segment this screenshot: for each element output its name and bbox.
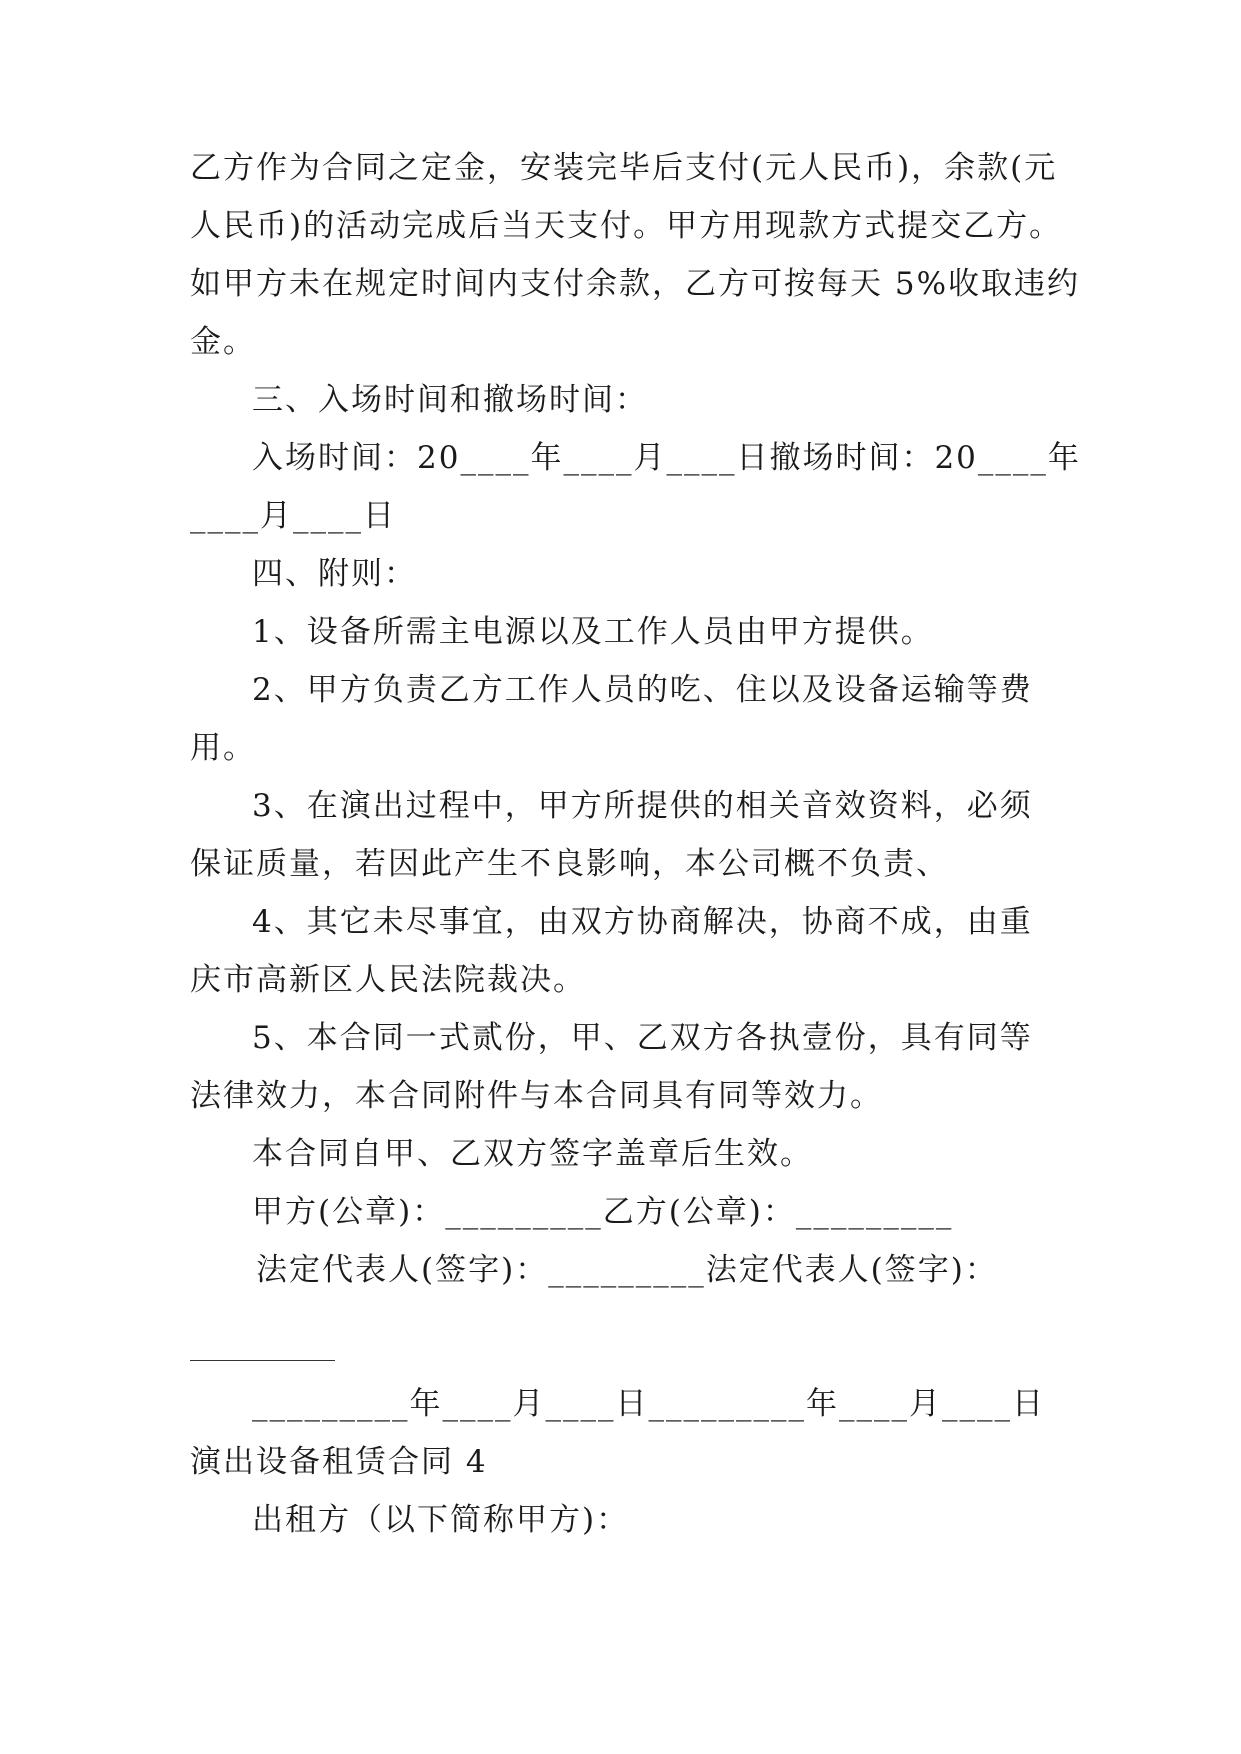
clause-line: 法律效力，本合同附件与本合同具有同等效力。 bbox=[190, 1078, 883, 1114]
contract-title: 演出设备租赁合同 4 bbox=[190, 1444, 488, 1480]
clause-line: 3、在演出过程中，甲方所提供的相关音效资料，必须 bbox=[252, 788, 1033, 824]
paragraph-line: 乙方作为合同之定金，安装完毕后支付(元人民币)，余款(元 bbox=[190, 150, 1058, 186]
paragraph-line: 入场时间：20____年____月____日撤场时间：20____年 bbox=[252, 440, 1081, 476]
clause-line: 保证质量，若因此产生不良影响，本公司概不负责、 bbox=[190, 846, 949, 882]
paragraph-line: 出租方（以下简称甲方)： bbox=[252, 1502, 630, 1538]
clause-line: 庆市高新区人民法院裁决。 bbox=[190, 962, 586, 998]
paragraph-line: 如甲方未在规定时间内支付余款，乙方可按每天 5%收取违约 bbox=[190, 266, 1081, 302]
effective-clause: 本合同自甲、乙双方签字盖章后生效。 bbox=[252, 1136, 813, 1172]
paragraph-line: 金。 bbox=[190, 324, 256, 360]
paragraph-line: 人民币)的活动完成后当天支付。甲方用现款方式提交乙方。 bbox=[190, 208, 1063, 244]
paragraph-line: ____月____日 bbox=[190, 498, 396, 534]
signature-blank bbox=[190, 1360, 335, 1361]
clause-line: 2、甲方负责乙方工作人员的吃、住以及设备运输等费 bbox=[252, 672, 1033, 708]
signature-line: 法定代表人(签字)：_________法定代表人(签字)： bbox=[256, 1252, 998, 1288]
date-line: _________年____月____日_________年____月____日 bbox=[252, 1386, 1045, 1422]
clause-line: 4、其它未尽事宜，由双方协商解决，协商不成，由重 bbox=[252, 904, 1033, 940]
clause-line: 1、设备所需主电源以及工作人员由甲方提供。 bbox=[252, 614, 934, 650]
clause-line: 5、本合同一式贰份，甲、乙双方各执壹份，具有同等 bbox=[252, 1020, 1033, 1056]
seal-line: 甲方(公章)：_________乙方(公章)：_________ bbox=[252, 1194, 954, 1230]
clause-line: 用。 bbox=[190, 730, 256, 766]
section-heading: 四、附则： bbox=[252, 556, 417, 592]
section-heading: 三、入场时间和撤场时间： bbox=[252, 382, 648, 418]
